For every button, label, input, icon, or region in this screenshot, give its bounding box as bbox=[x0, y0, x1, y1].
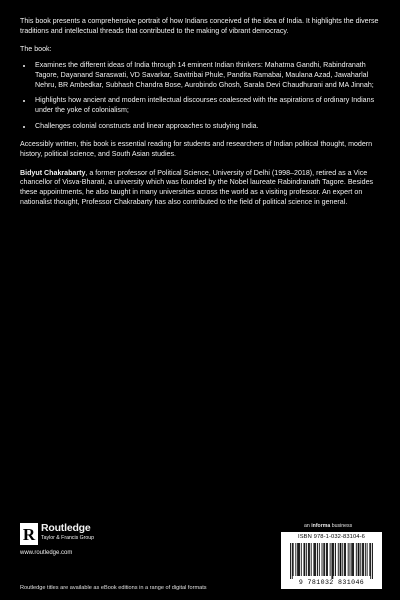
audience-paragraph: Accessibly written, this book is essential reading for students and researchers of Indian political thought, modern history, political science, and South Asian studies. bbox=[20, 140, 373, 159]
the-book-label: The book: bbox=[20, 45, 52, 54]
barcode-bar bbox=[304, 543, 305, 576]
barcode-bar bbox=[308, 543, 309, 576]
informa-brand: informa bbox=[311, 523, 331, 529]
publisher-name: Routledge bbox=[41, 522, 91, 534]
barcode-bar bbox=[319, 543, 320, 576]
barcode-bar bbox=[326, 543, 327, 576]
barcode-bar bbox=[295, 543, 296, 576]
list-item: • Examines the different ideas of India through 14 eminent Indian thinkers: Mahatma Gandhi, Rabindranath Tagore, Dayanand Saraswati, VD Savarkar, Savitribai Phule, Pandita Ramabai, Maulana Azad, Jawaharlal Nehru, BR Ambedkar, Subhash Chandra Bose, Aurobindo Ghosh, Sarala Devi Chaudhurani and MA Jinnah; bbox=[33, 61, 384, 90]
barcode-bar bbox=[313, 543, 314, 576]
barcode-bar bbox=[370, 543, 371, 579]
list-item: • Challenges colonial constructs and linear approaches to studying India. bbox=[33, 122, 384, 132]
barcode-bar bbox=[290, 543, 291, 579]
author-bio bbox=[20, 169, 384, 208]
barcode-bar bbox=[335, 543, 336, 576]
barcode-bar bbox=[333, 543, 334, 576]
publisher-group: Taylor & Francis Group bbox=[41, 535, 95, 541]
barcode-image bbox=[290, 543, 373, 579]
barcode-bar bbox=[301, 543, 302, 576]
barcode-bar bbox=[365, 543, 366, 576]
barcode-bar bbox=[338, 543, 339, 576]
barcode-bar bbox=[297, 543, 298, 576]
barcode-bar bbox=[315, 543, 316, 576]
feature-list bbox=[20, 61, 384, 131]
barcode-bar bbox=[293, 543, 294, 576]
barcode-bar bbox=[363, 543, 364, 576]
barcode-bar bbox=[350, 543, 351, 576]
barcode-bar bbox=[359, 543, 360, 576]
intro-paragraph: This book presents a comprehensive portrait of how Indians conceived of the idea of India. It highlights the diverse traditions and intellectual threads that contributed to the making of vibrant democracy. bbox=[20, 17, 379, 35]
barcode-bar bbox=[353, 543, 354, 576]
author-name: Bidyut Chakrabarty bbox=[20, 168, 86, 177]
author-bio-text: , a former professor of Political Science, University of Delhi (1998–2018), retired as a Vice chancellor of Visva-Bharati, a university which was founded by the Nobel laureate Rabindranath Tagore. Besides these appointments, he also taught in many universities across the world as a visiting professor. An expert on nationalist thought, Professor Chakrabarty has also contributed to the field of political science in general. bbox=[20, 168, 374, 206]
publisher-url: www.routledge.com bbox=[20, 550, 73, 556]
publisher-logo bbox=[20, 523, 220, 563]
barcode-bar bbox=[369, 543, 370, 576]
barcode-bar bbox=[356, 543, 357, 576]
barcode-bar bbox=[306, 543, 307, 576]
barcode-digits: 9 781032 831046 bbox=[298, 579, 365, 586]
barcode-bar bbox=[298, 543, 299, 576]
back-cover-text bbox=[20, 17, 384, 217]
barcode-bar bbox=[317, 543, 318, 576]
barcode-bar bbox=[360, 543, 361, 576]
barcode-bar bbox=[342, 543, 343, 576]
isbn-label: ISBN 978-1-032-83104-6 bbox=[298, 534, 365, 540]
informa-label: an informa business bbox=[304, 523, 353, 529]
barcode-bar bbox=[330, 543, 331, 576]
barcode-bar bbox=[367, 543, 368, 576]
barcode-bar bbox=[322, 543, 323, 576]
barcode-bar bbox=[332, 543, 333, 579]
barcode-bar bbox=[327, 543, 328, 576]
barcode-bar bbox=[332, 543, 333, 579]
barcode-bar bbox=[362, 543, 363, 576]
barcode-bar bbox=[314, 543, 315, 576]
footer-note: Routledge titles are available as eBook editions in a range of digital formats bbox=[20, 585, 207, 591]
barcode-bar bbox=[340, 543, 341, 576]
isbn-barcode-box bbox=[281, 532, 382, 589]
barcode-bar bbox=[372, 543, 373, 579]
logo-letter: R bbox=[22, 525, 36, 544]
barcode-bar bbox=[344, 543, 345, 576]
barcode-bar bbox=[352, 543, 353, 576]
barcode-bar bbox=[309, 543, 310, 576]
list-item: • Highlights how ancient and modern intellectual discourses coalesced with the aspirations of ordinary Indians under the yoke of colonialism; bbox=[33, 96, 384, 115]
barcode-bar bbox=[351, 543, 352, 576]
barcode-bar bbox=[341, 543, 342, 576]
barcode-bar bbox=[323, 543, 324, 576]
barcode-bar bbox=[311, 543, 312, 576]
barcode-bar bbox=[304, 543, 305, 576]
barcode-bar bbox=[345, 543, 346, 576]
routledge-r-icon bbox=[20, 523, 38, 545]
barcode-bar bbox=[299, 543, 300, 576]
barcode-bar bbox=[348, 543, 349, 576]
barcode-bar bbox=[324, 543, 325, 576]
barcode-bar bbox=[358, 543, 359, 576]
barcode-bar bbox=[292, 543, 293, 579]
